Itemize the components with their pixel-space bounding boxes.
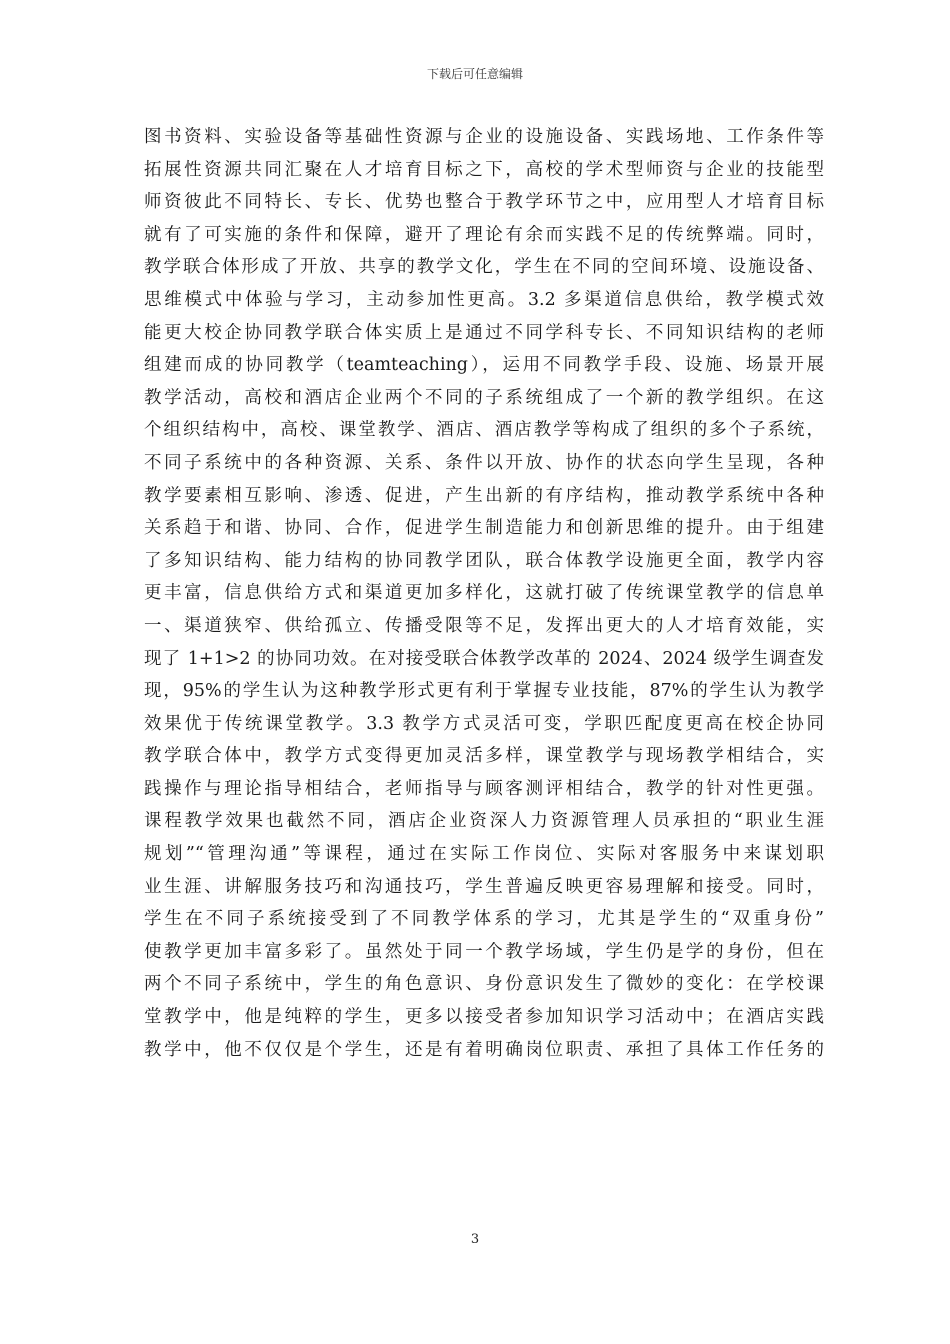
text-line: 规划”“管理沟通”等课程，通过在实际工作岗位、实际对客服务中来谋划职 — [144, 844, 824, 865]
text-line: 更丰富，信息供给方式和渠道更加多样化，这就打破了传统课堂教学的信息单 — [144, 583, 824, 604]
page-header: 下载后可任意编辑 — [426, 67, 523, 81]
text-line: 教学联合体中，教学方式变得更加灵活多样，课堂教学与现场教学相结合，实 — [144, 746, 824, 767]
text-line: 了多知识结构、能力结构的协同教学团队，联合体教学设施更全面，教学内容 — [144, 550, 824, 571]
text-line: 拓展性资源共同汇聚在人才培育目标之下，高校的学术型师资与企业的技能型 — [144, 159, 824, 180]
text-line: 教学中，他不仅仅是个学生，还是有着明确岗位职责、承担了具体工作任务的 — [144, 1039, 824, 1060]
text-line: 堂教学中，他是纯粹的学生，更多以接受者参加知识学习活动中；在酒店实践 — [144, 1007, 824, 1028]
text-line: 个组织结构中，高校、课堂教学、酒店、酒店教学等构成了组织的多个子系统， — [144, 420, 824, 441]
text-line: 学生在不同子系统接受到了不同教学体系的学习，尤其是学生的“双重身份” — [144, 909, 824, 930]
text-line: 师资彼此不同特长、专长、优势也整合于教学环节之中，应用型人才培育目标 — [144, 192, 824, 213]
text-line: 就有了可实施的条件和保障，避开了理论有余而实践不足的传统弊端。同时， — [144, 224, 824, 245]
text-line: 不同子系统中的各种资源、关系、条件以开放、协作的状态向学生呈现，各种 — [144, 452, 824, 473]
text-line: 能更大校企协同教学联合体实质上是通过不同学科专长、不同知识结构的老师 — [144, 322, 824, 343]
text-line: 效果优于传统课堂教学。3.3 教学方式灵活可变，学职匹配度更高在校企协同 — [144, 713, 824, 734]
text-line: 组建而成的协同教学（teamteaching），运用不同教学手段、设施、场景开展 — [144, 355, 824, 376]
text-line: 教学要素相互影响、渗透、促进，产生出新的有序结构，推动教学系统中各种 — [144, 485, 824, 506]
text-line: 两个不同子系统中，学生的角色意识、身份意识发生了微妙的变化：在学校课 — [144, 974, 824, 995]
text-line: 践操作与理论指导相结合，老师指导与顾客测评相结合，教学的针对性更强。 — [144, 778, 824, 799]
text-line: 现，95%的学生认为这种教学形式更有利于掌握专业技能，87%的学生认为教学 — [144, 681, 824, 702]
text-line: 一、渠道狭窄、供给孤立、传播受限等不足，发挥出更大的人才培育效能，实 — [144, 615, 824, 636]
text-line: 教学活动，高校和酒店企业两个不同的子系统组成了一个新的教学组织。在这 — [144, 387, 824, 408]
text-line: 关系趋于和谐、协同、合作，促进学生制造能力和创新思维的提升。由于组建 — [144, 518, 824, 539]
text-line: 教学联合体形成了开放、共享的教学文化，学生在不同的空间环境、设施设备、 — [144, 257, 824, 278]
text-line: 图书资料、实验设备等基础性资源与企业的设施设备、实践场地、工作条件等 — [144, 127, 824, 147]
text-line: 业生涯、讲解服务技巧和沟通技巧，学生普遍反映更容易理解和接受。同时， — [144, 876, 824, 897]
text-line: 思维模式中体验与学习，主动参加性更高。3.2 多渠道信息供给，教学模式效 — [144, 289, 824, 310]
text-line: 现了 1+1>2 的协同功效。在对接受联合体教学改革的 2024、2024 级学生调查发 — [144, 648, 824, 669]
text-line: 使教学更加丰富多彩了。虽然处于同一个教学场域，学生仍是学的身份，但在 — [144, 941, 824, 962]
body-text — [144, 121, 824, 1066]
page-number: 3 — [470, 1232, 480, 1247]
text-line: 课程教学效果也截然不同，酒店企业资深人力资源管理人员承担的“职业生涯 — [144, 811, 824, 832]
